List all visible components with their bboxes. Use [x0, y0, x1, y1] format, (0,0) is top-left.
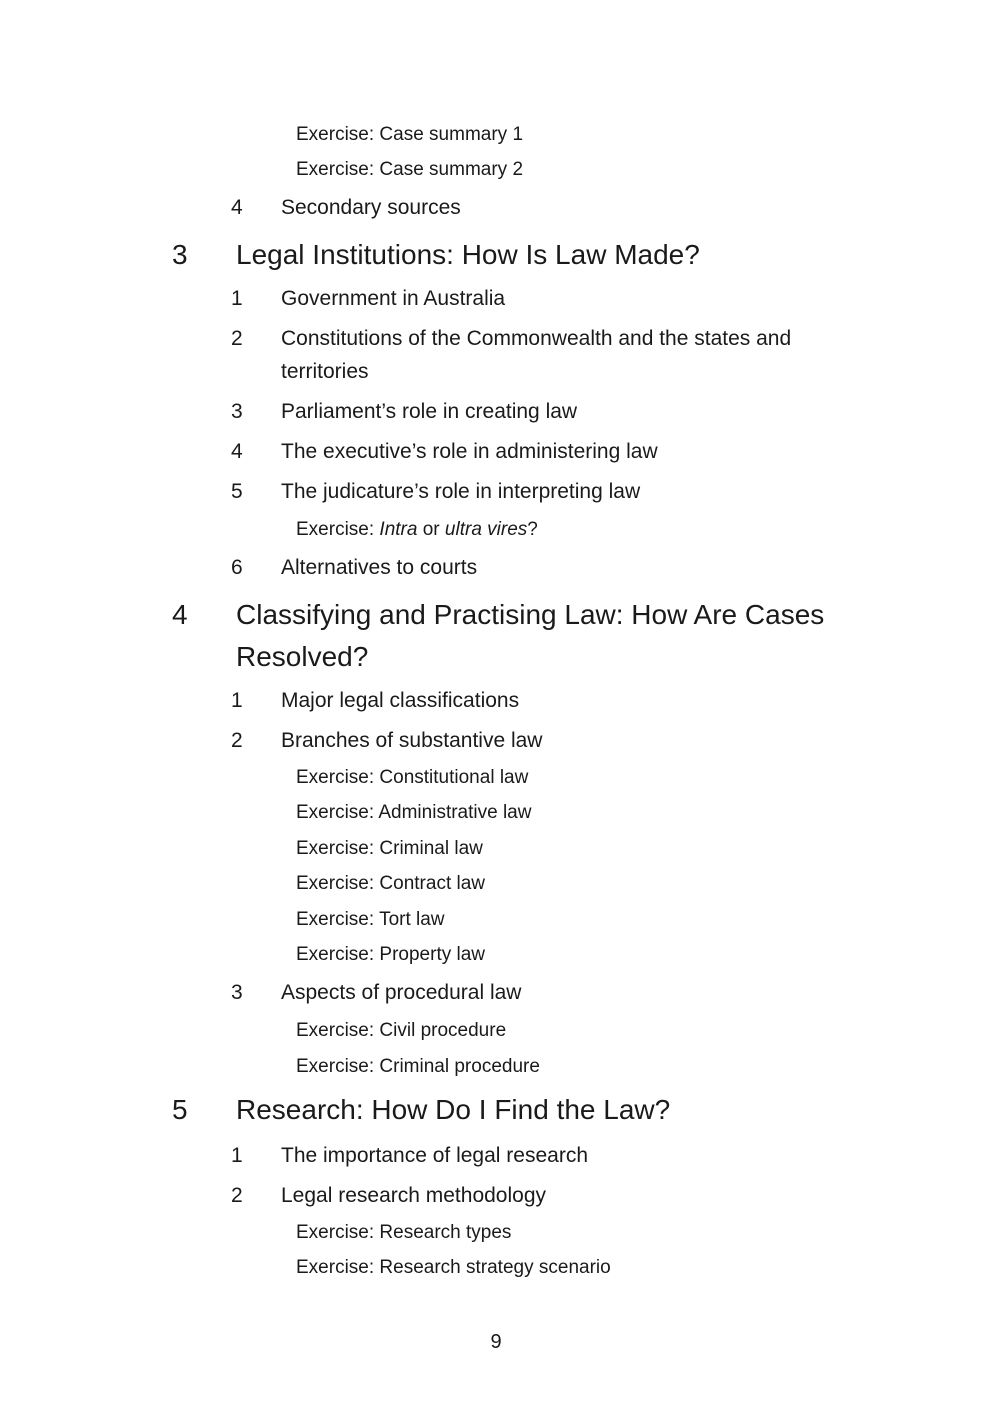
exercise-constitutional-law: Exercise: Constitutional law [296, 767, 529, 788]
section-number: 2 [231, 1184, 243, 1207]
section-title: Government in Australia [281, 287, 506, 310]
section-title: The importance of legal research [281, 1144, 588, 1167]
exercise-question-mark: ? [527, 519, 538, 540]
section-title-line1: Constitutions of the Commonwealth and the states and [281, 327, 792, 350]
section-title: Aspects of procedural law [281, 981, 522, 1004]
section-title: Parliament’s role in creating law [281, 400, 578, 423]
exercise-criminal-law: Exercise: Criminal law [296, 838, 483, 859]
exercise-ultra-vires: ultra vires [444, 519, 528, 540]
chapter-4-title-line1: Classifying and Practising Law: How Are Cases [236, 599, 825, 630]
section-title: The executive’s role in administering law [281, 440, 658, 463]
section-number: 1 [231, 689, 243, 712]
section-number: 3 [231, 981, 243, 1004]
exercise-property-law: Exercise: Property law [296, 944, 486, 965]
exercise-case-summary-1: Exercise: Case summary 1 [296, 124, 524, 145]
section-title: Major legal classifications [281, 689, 520, 712]
section-number: 6 [231, 556, 243, 579]
chapter-3-number: 3 [172, 239, 188, 270]
exercise-or: or [422, 519, 440, 540]
section-number: 4 [231, 196, 243, 219]
exercise-intra-ultra-vires [296, 519, 538, 541]
chapter-5-title: Research: How Do I Find the Law? [236, 1094, 671, 1125]
exercise-administrative-law: Exercise: Administrative law [296, 802, 532, 823]
section-title: Alternatives to courts [281, 556, 478, 579]
section-title: Secondary sources [281, 196, 461, 219]
page-number: 9 [490, 1331, 502, 1353]
exercise-research-strategy-scenario: Exercise: Research strategy scenario [296, 1257, 611, 1278]
section-number: 1 [231, 287, 243, 310]
exercise-research-types: Exercise: Research types [296, 1222, 512, 1243]
exercise-contract-law: Exercise: Contract law [296, 873, 486, 894]
chapter-3-title: Legal Institutions: How Is Law Made? [236, 239, 700, 270]
exercise-criminal-procedure: Exercise: Criminal procedure [296, 1056, 540, 1077]
chapter-4-title-line2: Resolved? [236, 641, 369, 672]
exercise-tort-law: Exercise: Tort law [296, 909, 445, 930]
section-number: 2 [231, 327, 243, 350]
exercise-intra: Intra [379, 519, 418, 540]
section-number: 5 [231, 480, 243, 503]
section-title: Legal research methodology [281, 1184, 547, 1207]
section-number: 4 [231, 440, 243, 463]
section-number: 3 [231, 400, 243, 423]
chapter-4-number: 4 [172, 599, 188, 630]
chapter-5-number: 5 [172, 1094, 188, 1125]
exercise-civil-procedure: Exercise: Civil procedure [296, 1020, 507, 1041]
section-number: 1 [231, 1144, 243, 1167]
exercise-prefix: Exercise: [296, 519, 375, 540]
section-number: 2 [231, 729, 243, 752]
section-title-line2: territories [281, 360, 369, 383]
exercise-case-summary-2: Exercise: Case summary 2 [296, 159, 524, 180]
section-title: The judicature’s role in interpreting law [281, 480, 641, 503]
section-title: Branches of substantive law [281, 729, 543, 752]
